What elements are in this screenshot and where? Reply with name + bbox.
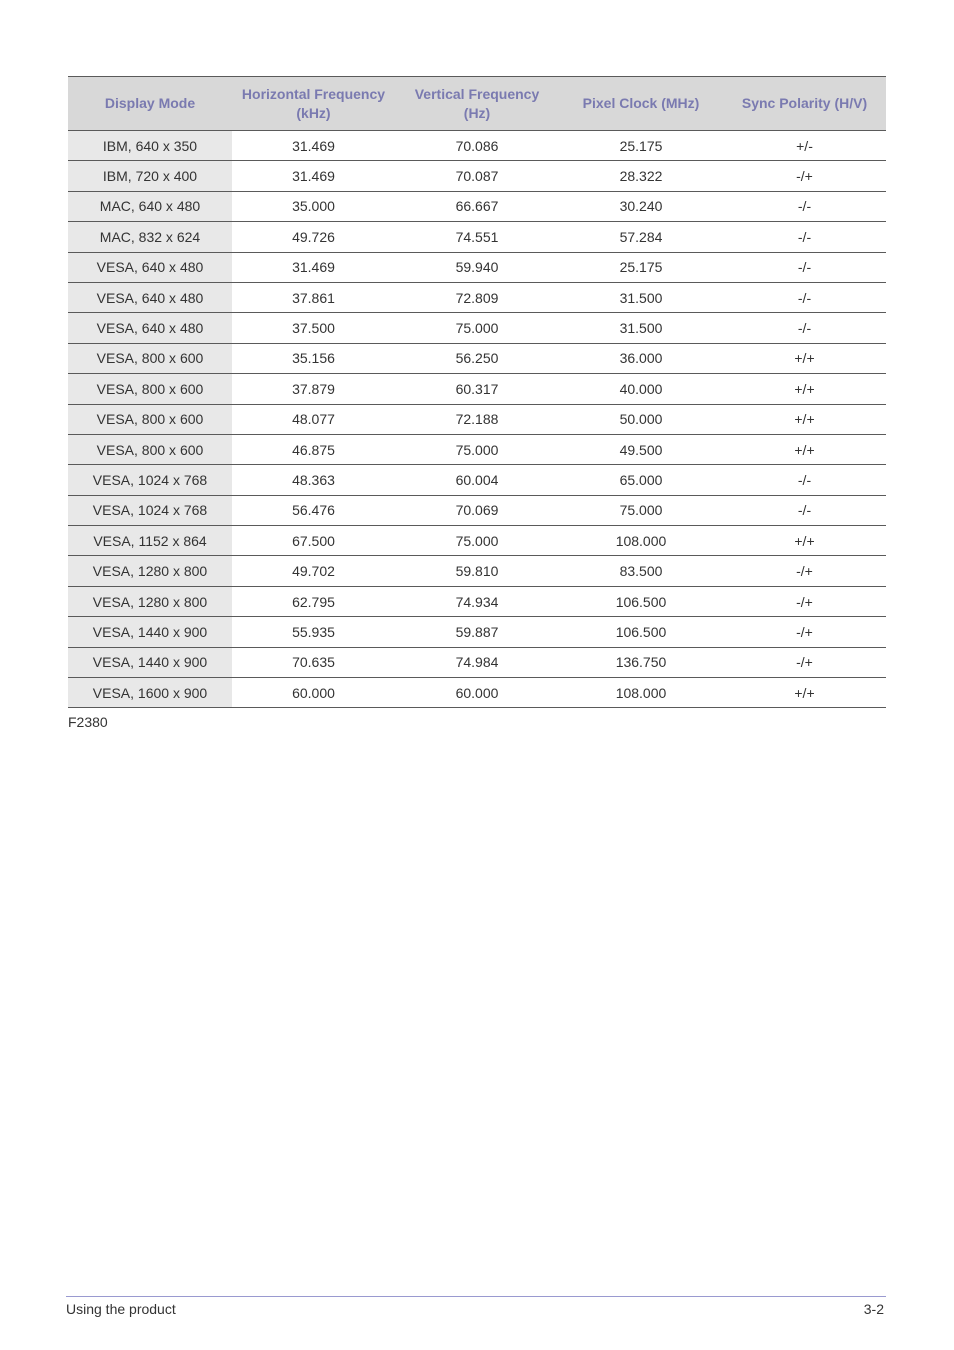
cell-horizontal-frequency: 37.500	[232, 313, 395, 343]
cell-pixel-clock: 108.000	[559, 526, 723, 556]
header-pixel-clock: Pixel Clock (MHz)	[559, 77, 723, 131]
cell-sync-polarity: +/+	[723, 678, 886, 708]
table-row	[68, 678, 886, 708]
cell-pixel-clock: 31.500	[559, 282, 723, 312]
cell-pixel-clock: 50.000	[559, 404, 723, 434]
cell-vertical-frequency: 60.004	[395, 465, 559, 495]
cell-sync-polarity: +/+	[723, 374, 886, 404]
table-row	[68, 131, 886, 161]
table-row	[68, 374, 886, 404]
cell-sync-polarity: -/+	[723, 161, 886, 191]
cell-vertical-frequency: 74.934	[395, 586, 559, 616]
cell-display-mode: VESA, 1024 x 768	[68, 465, 232, 495]
cell-display-mode: VESA, 1280 x 800	[68, 586, 232, 616]
cell-pixel-clock: 25.175	[559, 252, 723, 282]
cell-pixel-clock: 57.284	[559, 222, 723, 252]
cell-display-mode: VESA, 1024 x 768	[68, 495, 232, 525]
cell-sync-polarity: -/+	[723, 647, 886, 677]
table-row	[68, 404, 886, 434]
table-row	[68, 434, 886, 464]
timing-table	[68, 76, 886, 708]
cell-horizontal-frequency: 67.500	[232, 526, 395, 556]
cell-sync-polarity: +/+	[723, 343, 886, 373]
table-row	[68, 617, 886, 647]
cell-pixel-clock: 65.000	[559, 465, 723, 495]
cell-pixel-clock: 28.322	[559, 161, 723, 191]
cell-vertical-frequency: 59.887	[395, 617, 559, 647]
cell-horizontal-frequency: 55.935	[232, 617, 395, 647]
header-sync-polarity: Sync Polarity (H/V)	[723, 77, 886, 131]
cell-horizontal-frequency: 56.476	[232, 495, 395, 525]
cell-vertical-frequency: 60.000	[395, 678, 559, 708]
cell-sync-polarity: -/-	[723, 282, 886, 312]
cell-vertical-frequency: 56.250	[395, 343, 559, 373]
model-note: F2380	[68, 714, 108, 730]
table-body	[68, 131, 886, 708]
cell-sync-polarity: -/-	[723, 191, 886, 221]
cell-vertical-frequency: 70.087	[395, 161, 559, 191]
cell-horizontal-frequency: 70.635	[232, 647, 395, 677]
cell-display-mode: VESA, 1440 x 900	[68, 617, 232, 647]
cell-pixel-clock: 36.000	[559, 343, 723, 373]
cell-pixel-clock: 49.500	[559, 434, 723, 464]
cell-sync-polarity: +/-	[723, 131, 886, 161]
cell-pixel-clock: 108.000	[559, 678, 723, 708]
cell-pixel-clock: 106.500	[559, 617, 723, 647]
cell-pixel-clock: 106.500	[559, 586, 723, 616]
cell-display-mode: VESA, 640 x 480	[68, 282, 232, 312]
cell-vertical-frequency: 75.000	[395, 434, 559, 464]
table-row	[68, 191, 886, 221]
cell-display-mode: VESA, 800 x 600	[68, 434, 232, 464]
cell-sync-polarity: +/+	[723, 404, 886, 434]
cell-pixel-clock: 31.500	[559, 313, 723, 343]
cell-horizontal-frequency: 62.795	[232, 586, 395, 616]
cell-horizontal-frequency: 60.000	[232, 678, 395, 708]
cell-display-mode: IBM, 720 x 400	[68, 161, 232, 191]
cell-sync-polarity: -/+	[723, 586, 886, 616]
cell-horizontal-frequency: 35.000	[232, 191, 395, 221]
cell-pixel-clock: 40.000	[559, 374, 723, 404]
cell-vertical-frequency: 74.984	[395, 647, 559, 677]
cell-display-mode: VESA, 1152 x 864	[68, 526, 232, 556]
cell-horizontal-frequency: 37.879	[232, 374, 395, 404]
footer-section-title: Using the product	[66, 1301, 176, 1317]
table-row	[68, 526, 886, 556]
cell-vertical-frequency: 70.069	[395, 495, 559, 525]
cell-sync-polarity: -/-	[723, 313, 886, 343]
cell-vertical-frequency: 75.000	[395, 313, 559, 343]
table-row	[68, 343, 886, 373]
table-row	[68, 465, 886, 495]
cell-horizontal-frequency: 49.726	[232, 222, 395, 252]
footer-page-number: 3-2	[863, 1301, 884, 1317]
cell-sync-polarity: -/-	[723, 252, 886, 282]
table-row	[68, 313, 886, 343]
cell-vertical-frequency: 72.188	[395, 404, 559, 434]
cell-sync-polarity: -/-	[723, 465, 886, 495]
cell-horizontal-frequency: 46.875	[232, 434, 395, 464]
table-row	[68, 495, 886, 525]
cell-vertical-frequency: 66.667	[395, 191, 559, 221]
cell-horizontal-frequency: 31.469	[232, 131, 395, 161]
cell-display-mode: VESA, 1440 x 900	[68, 647, 232, 677]
cell-vertical-frequency: 75.000	[395, 526, 559, 556]
cell-horizontal-frequency: 35.156	[232, 343, 395, 373]
cell-display-mode: IBM, 640 x 350	[68, 131, 232, 161]
cell-display-mode: VESA, 1600 x 900	[68, 678, 232, 708]
cell-display-mode: MAC, 640 x 480	[68, 191, 232, 221]
cell-vertical-frequency: 59.940	[395, 252, 559, 282]
header-horizontal-frequency: Horizontal Frequency (kHz)	[232, 77, 395, 131]
cell-vertical-frequency: 74.551	[395, 222, 559, 252]
header-vertical-frequency: Vertical Frequency (Hz)	[395, 77, 559, 131]
cell-horizontal-frequency: 37.861	[232, 282, 395, 312]
table-row	[68, 222, 886, 252]
cell-pixel-clock: 25.175	[559, 131, 723, 161]
cell-sync-polarity: -/+	[723, 617, 886, 647]
cell-pixel-clock: 83.500	[559, 556, 723, 586]
cell-display-mode: VESA, 800 x 600	[68, 343, 232, 373]
footer-divider	[66, 1296, 886, 1297]
table-row	[68, 282, 886, 312]
table-row	[68, 586, 886, 616]
cell-horizontal-frequency: 49.702	[232, 556, 395, 586]
cell-pixel-clock: 75.000	[559, 495, 723, 525]
cell-vertical-frequency: 70.086	[395, 131, 559, 161]
cell-sync-polarity: +/+	[723, 434, 886, 464]
cell-sync-polarity: -/-	[723, 222, 886, 252]
table-row	[68, 252, 886, 282]
cell-sync-polarity: -/+	[723, 556, 886, 586]
header-display-mode: Display Mode	[68, 77, 232, 131]
cell-display-mode: VESA, 1280 x 800	[68, 556, 232, 586]
cell-vertical-frequency: 72.809	[395, 282, 559, 312]
cell-display-mode: VESA, 800 x 600	[68, 404, 232, 434]
cell-display-mode: VESA, 640 x 480	[68, 252, 232, 282]
cell-sync-polarity: +/+	[723, 526, 886, 556]
table-row	[68, 556, 886, 586]
cell-display-mode: MAC, 832 x 624	[68, 222, 232, 252]
table-row	[68, 647, 886, 677]
cell-horizontal-frequency: 31.469	[232, 252, 395, 282]
cell-pixel-clock: 30.240	[559, 191, 723, 221]
table-header-row	[68, 77, 886, 131]
cell-vertical-frequency: 60.317	[395, 374, 559, 404]
cell-horizontal-frequency: 31.469	[232, 161, 395, 191]
table-row	[68, 161, 886, 191]
cell-sync-polarity: -/-	[723, 495, 886, 525]
cell-pixel-clock: 136.750	[559, 647, 723, 677]
cell-display-mode: VESA, 800 x 600	[68, 374, 232, 404]
cell-display-mode: VESA, 640 x 480	[68, 313, 232, 343]
cell-horizontal-frequency: 48.363	[232, 465, 395, 495]
cell-horizontal-frequency: 48.077	[232, 404, 395, 434]
cell-vertical-frequency: 59.810	[395, 556, 559, 586]
